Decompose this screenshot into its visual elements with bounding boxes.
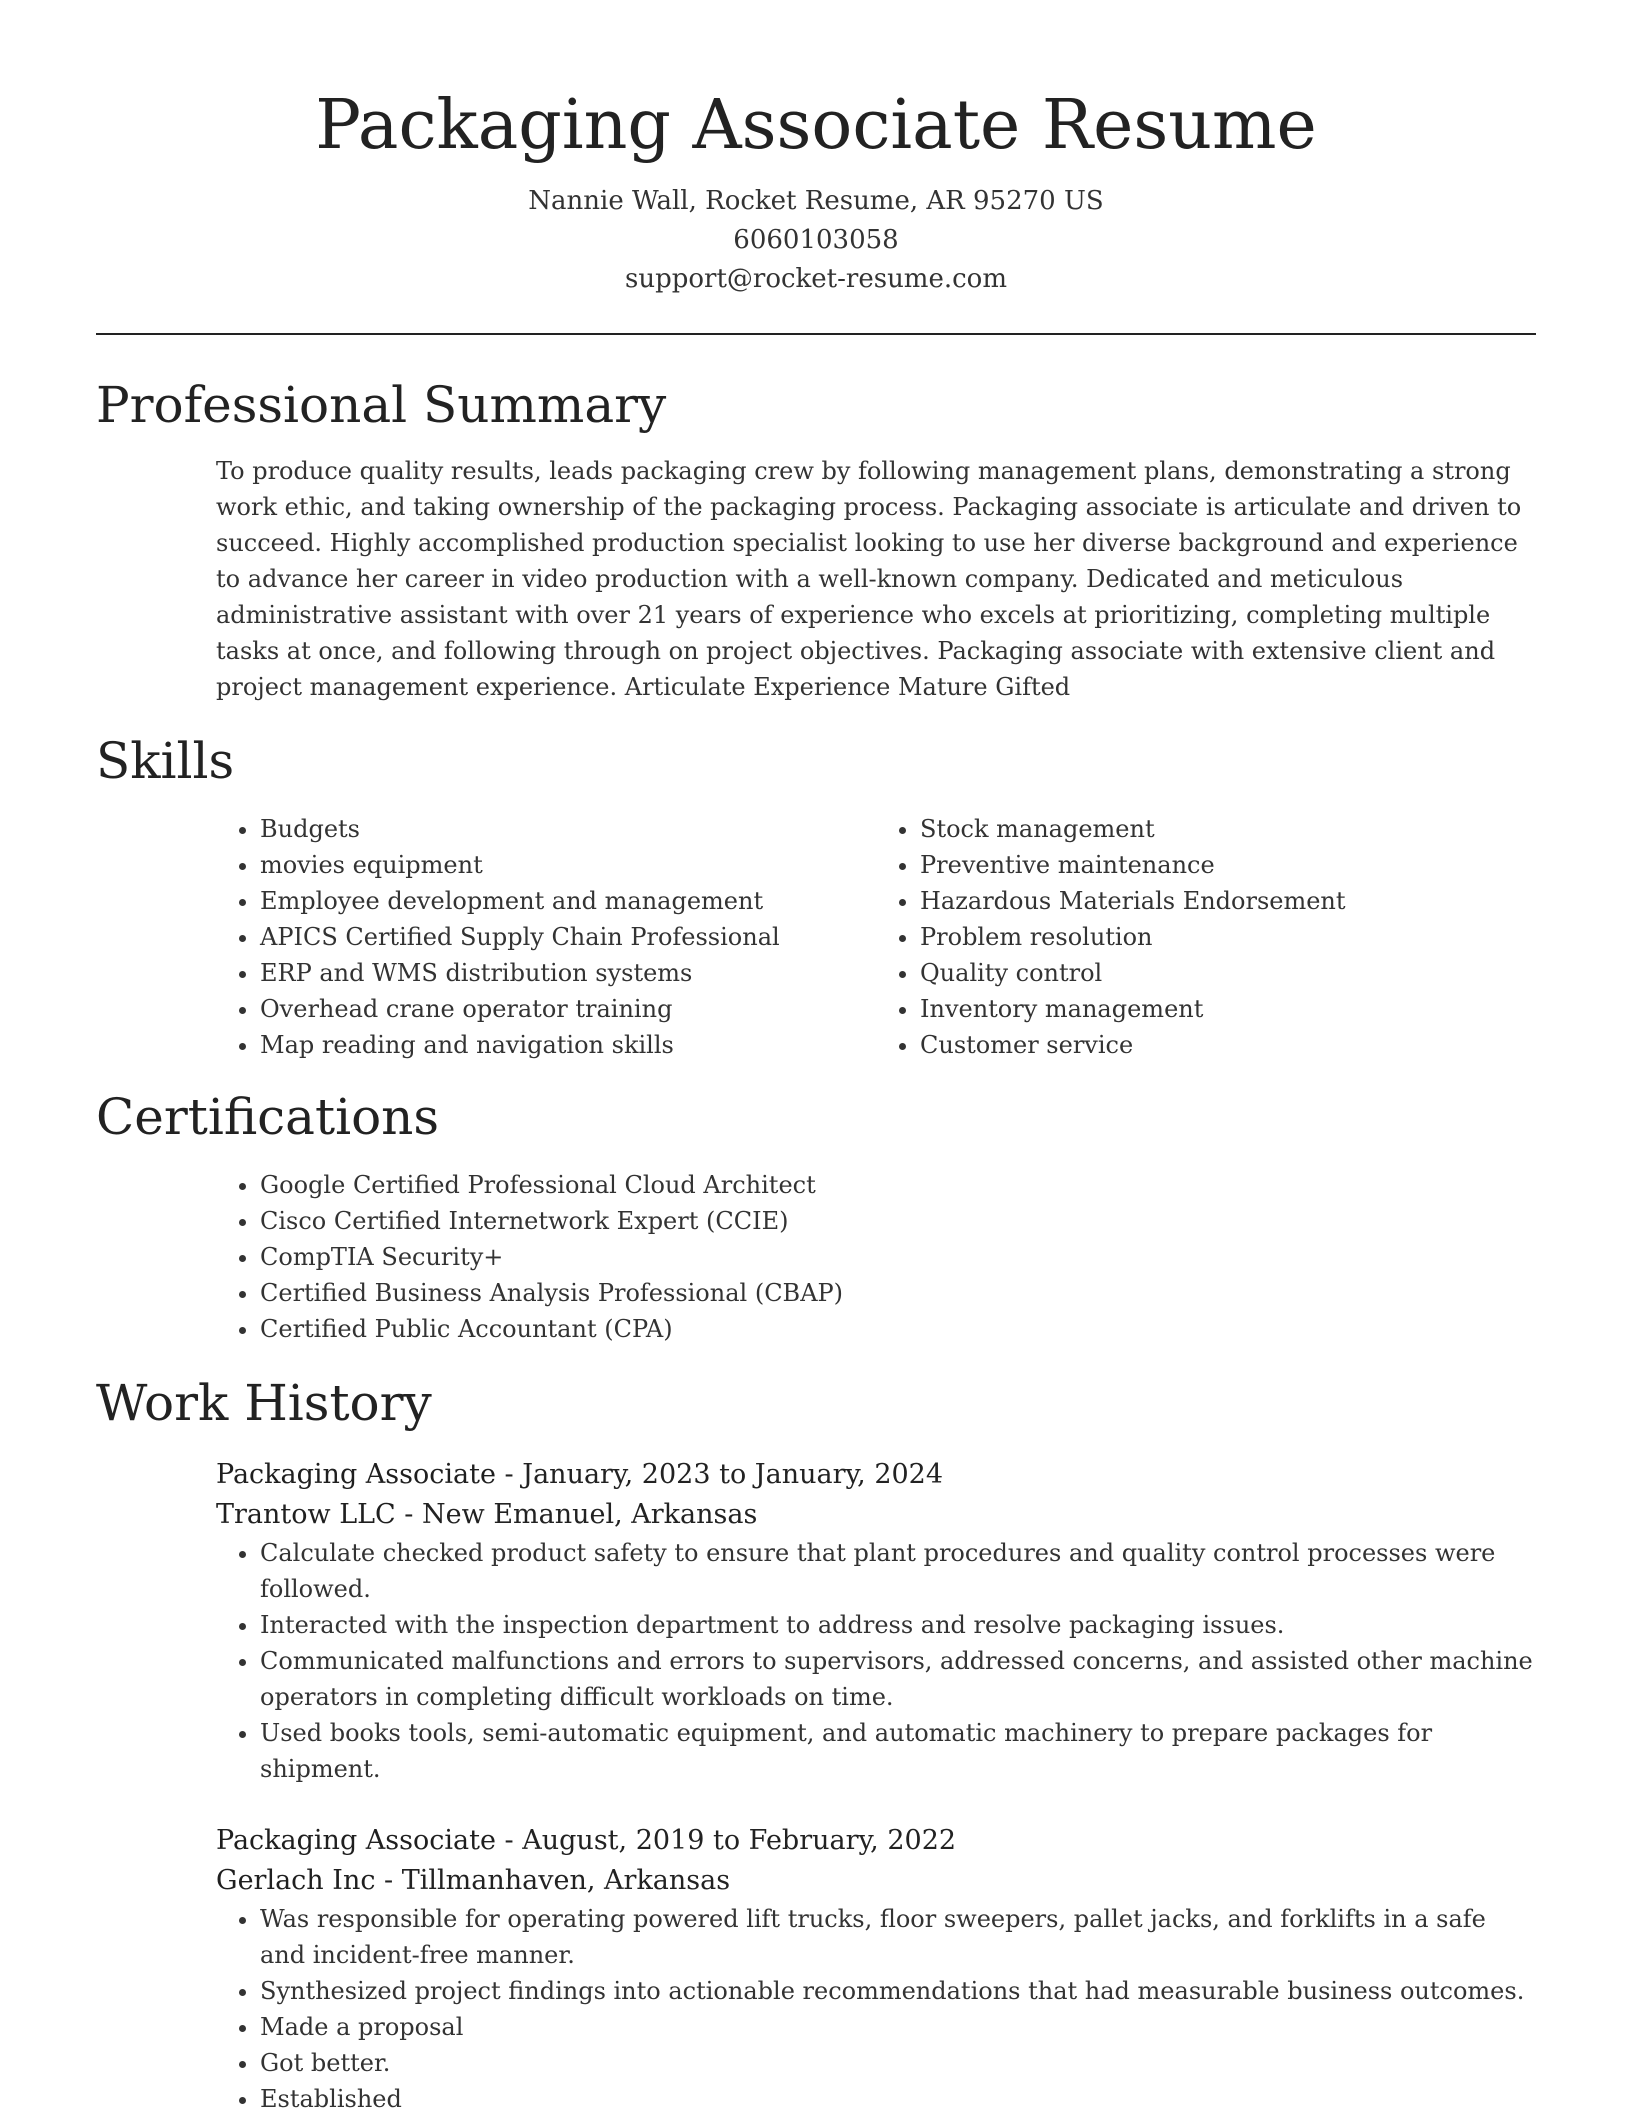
certifications-list bbox=[216, 1167, 1536, 1347]
skill-item: • ERP and WMS distribution systems bbox=[260, 955, 876, 991]
skill-item: • Employee development and management bbox=[260, 883, 876, 919]
skill-item: • Customer service bbox=[920, 1027, 1536, 1063]
skill-item: • Stock management bbox=[920, 811, 1536, 847]
resume-title: Packaging Associate Resume bbox=[315, 86, 1317, 165]
header-divider bbox=[96, 333, 1536, 335]
certifications-section bbox=[216, 1167, 1536, 1347]
skill-item: • Problem resolution bbox=[920, 919, 1536, 955]
job-bullet: • Made a proposal bbox=[260, 2009, 1536, 2045]
job-company-line: Trantow LLC - New Emanuel, Arkansas bbox=[216, 1499, 758, 1530]
job-bullet: • Used books tools, semi-automatic equipment, and automatic machinery to prepare packages for shipment. bbox=[260, 1715, 1536, 1787]
skills-list-right bbox=[876, 811, 1536, 1063]
contact-phone: 6060103058 bbox=[733, 225, 899, 255]
skill-item: • Budgets bbox=[260, 811, 876, 847]
job-company: Trantow LLC bbox=[216, 1499, 396, 1530]
job-title: Packaging Associate bbox=[216, 1825, 496, 1856]
skill-item: • Overhead crane operator training bbox=[260, 991, 876, 1027]
contact-email: support@rocket-resume.com bbox=[624, 264, 1007, 294]
summary-text: To produce quality results, leads packaging crew by following management plans, demonstrating a strong work ethic, and taking ownership of the packaging process. Packaging associate is articulate and driven to succeed. Highly accomplished production specialist looking to use her diverse background and experience to advance her career in video production with a well-known company. Dedicated and meticulous administrative assistant with over 21 years of experience who excels at prioritizing, completing multiple tasks at once, and following through on project objectives. Packaging associate with extensive client and project management experience. Articulate Experience Mature Gifted bbox=[216, 457, 1522, 701]
certification-item: • Cisco Certified Internetwork Expert (CCIE) bbox=[260, 1203, 1536, 1239]
contact-address: Nannie Wall, Rocket Resume, AR 95270 US bbox=[528, 186, 1104, 216]
job-bullet: • Was responsible for operating powered lift trucks, floor sweepers, pallet jacks, and forklifts in a safe and incident-free manner. bbox=[260, 1901, 1536, 1973]
skills-section bbox=[216, 811, 1536, 1063]
job-bullet: • Established bbox=[260, 2081, 1536, 2112]
resume-page bbox=[96, 0, 1536, 2112]
job-title-line: Packaging Associate - August, 2019 to February, 2022 bbox=[216, 1825, 957, 1856]
job-entry bbox=[216, 1821, 1536, 2112]
job-company-line: Gerlach Inc - Tillmanhaven, Arkansas bbox=[216, 1865, 731, 1896]
skill-item: • Inventory management bbox=[920, 991, 1536, 1027]
job-bullet: • Communicated malfunctions and errors to supervisors, addressed concerns, and assisted other machine operators in completing difficult workloads on time. bbox=[260, 1643, 1536, 1715]
job-dates: August, 2019 to February, 2022 bbox=[522, 1825, 957, 1856]
skill-item: • Map reading and navigation skills bbox=[260, 1027, 876, 1063]
job-bullet: • Calculate checked product safety to ensure that plant procedures and quality control processes were followed. bbox=[260, 1535, 1536, 1607]
job-bullet: • Synthesized project findings into actionable recommendations that had measurable business outcomes. bbox=[260, 1973, 1536, 2009]
job-dates: January, 2023 to January, 2024 bbox=[522, 1459, 944, 1490]
job-location: New Emanuel, Arkansas bbox=[422, 1499, 758, 1530]
skill-item: • Hazardous Materials Endorsement bbox=[920, 883, 1536, 919]
work-history-section bbox=[216, 1455, 1536, 2112]
job-entry bbox=[216, 1455, 1536, 1787]
skill-item: • APICS Certified Supply Chain Professional bbox=[260, 919, 876, 955]
certification-item: • Google Certified Professional Cloud Architect bbox=[260, 1167, 1536, 1203]
job-bullet: • Interacted with the inspection department to address and resolve packaging issues. bbox=[260, 1607, 1536, 1643]
certifications-heading: Certifications bbox=[96, 1088, 440, 1146]
skills-heading: Skills bbox=[96, 732, 235, 790]
skill-item: • Preventive maintenance bbox=[920, 847, 1536, 883]
job-bullet: • Got better. bbox=[260, 2045, 1536, 2081]
certification-item: • Certified Business Analysis Professional (CBAP) bbox=[260, 1275, 1536, 1311]
skill-item: • movies equipment bbox=[260, 847, 876, 883]
summary-heading: Professional Summary bbox=[96, 376, 667, 434]
job-title-line: Packaging Associate - January, 2023 to January, 2024 bbox=[216, 1459, 944, 1490]
contact-block bbox=[96, 182, 1536, 299]
job-company: Gerlach Inc bbox=[216, 1865, 376, 1896]
certification-item: • Certified Public Accountant (CPA) bbox=[260, 1311, 1536, 1347]
job-bullets bbox=[216, 1901, 1536, 2112]
job-location: Tillmanhaven, Arkansas bbox=[401, 1865, 731, 1896]
job-title: Packaging Associate bbox=[216, 1459, 496, 1490]
work-history-heading: Work History bbox=[96, 1374, 432, 1432]
skill-item: • Quality control bbox=[920, 955, 1536, 991]
summary-section bbox=[216, 453, 1536, 705]
skills-list-left bbox=[216, 811, 876, 1063]
job-bullets bbox=[216, 1535, 1536, 1787]
certification-item: • CompTIA Security+ bbox=[260, 1239, 1536, 1275]
